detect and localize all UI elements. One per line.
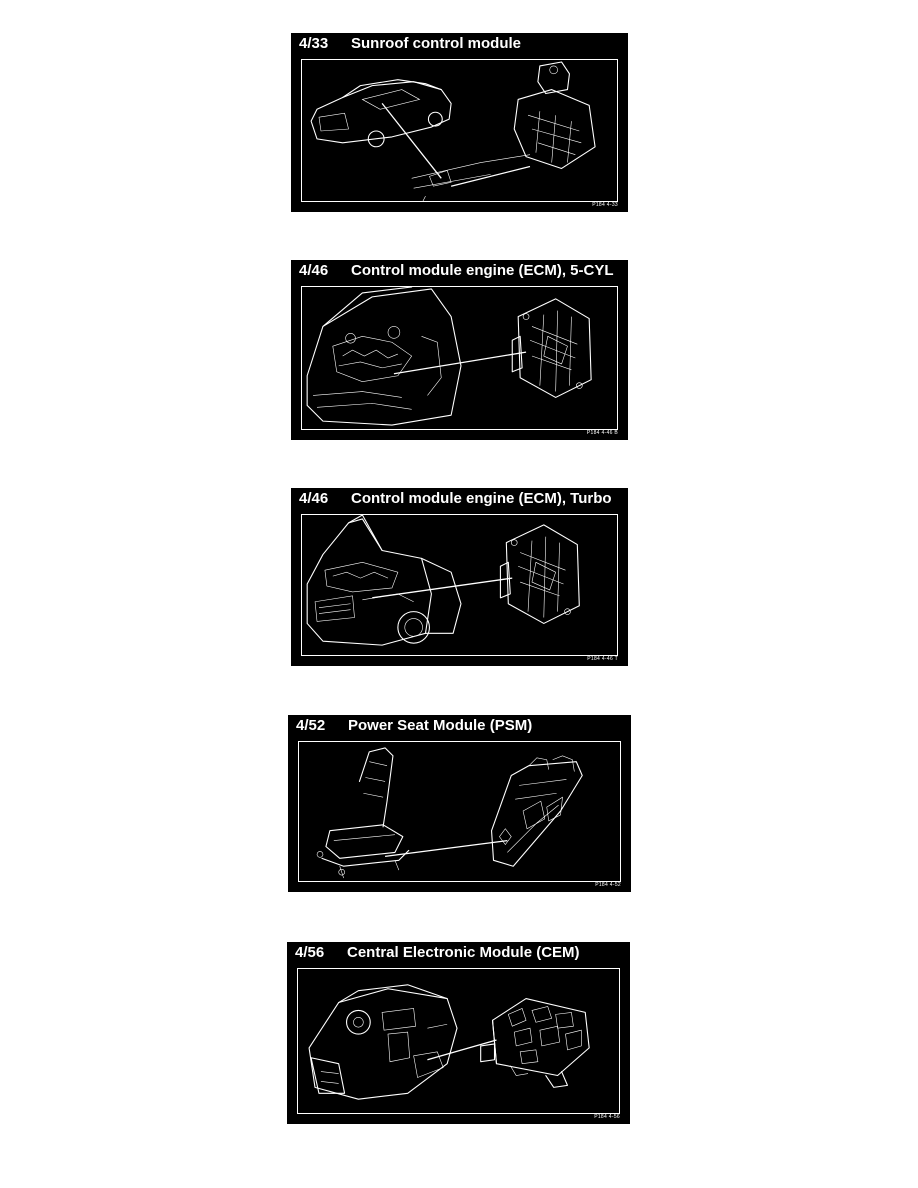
illustration-panel [301,59,618,202]
illustration-panel [301,514,618,656]
figure-ecm-turbo [291,488,628,666]
figure-title [299,262,614,279]
figure-caption: Sunroof control module [351,35,521,52]
illustration-panel [297,968,620,1114]
power-seat-illustration [299,742,620,881]
figure-number: 4/52 [296,717,326,734]
ecm-5cyl-illustration [302,287,617,429]
figure-caption: Control module engine (ECM), 5-CYL [351,262,614,279]
figure-reference-code: P184 4-33 [592,202,618,208]
sunroof-module-illustration [302,60,617,201]
figure-caption: Control module engine (ECM), Turbo [351,490,612,507]
figure-title [299,490,612,507]
figure-number: 4/46 [299,262,329,279]
figure-reference-code: P184 4-46 T [587,656,618,662]
figure-central-electronic-module [287,942,630,1124]
figure-number: 4/46 [299,490,329,507]
figure-number: 4/56 [295,944,325,961]
figure-title [296,717,532,734]
figure-reference-code: P184 4-52 [595,882,621,888]
figure-caption: Power Seat Module (PSM) [348,717,533,734]
figure-title [299,35,521,52]
figure-reference-code: P184 4-46 B [586,430,618,436]
ecm-turbo-illustration [302,515,617,655]
illustration-panel [301,286,618,430]
figure-caption: Central Electronic Module (CEM) [347,944,580,961]
figure-reference-code: P184 4-56 [594,1114,620,1120]
figure-title [295,944,580,961]
figure-ecm-5cyl [291,260,628,440]
cem-illustration [298,969,619,1113]
figure-sunroof-control-module [291,33,628,212]
figure-power-seat-module [288,715,631,892]
figure-number: 4/33 [299,35,329,52]
illustration-panel [298,741,621,882]
